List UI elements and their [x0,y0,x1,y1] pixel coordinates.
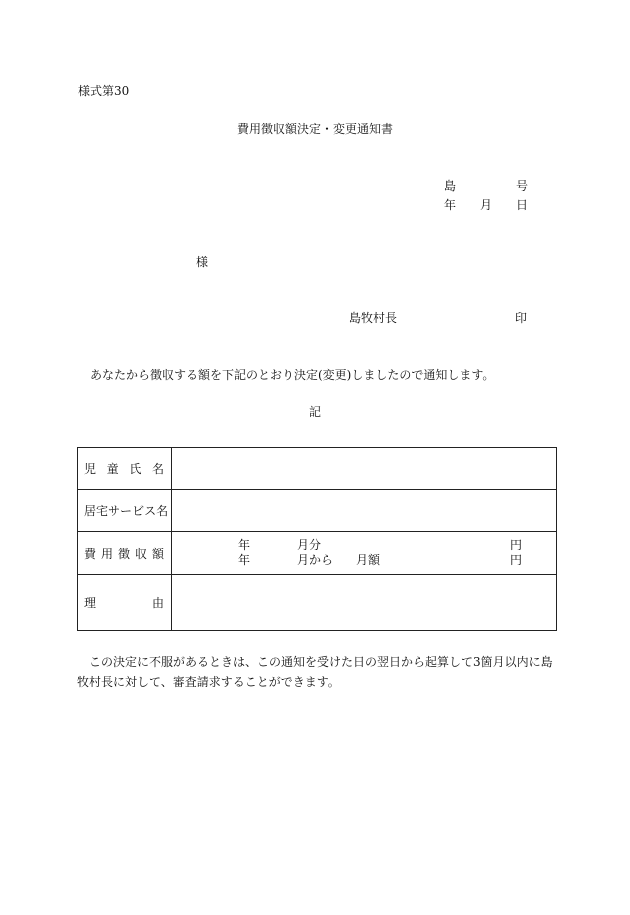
date-month-label: 月 [480,198,493,212]
ki-heading: 記 [308,405,321,419]
child-name-value [172,448,557,490]
table-row [78,448,557,490]
doc-number-prefix: 島 [444,179,457,193]
document-number-date-block [444,180,529,220]
service-name-label [78,490,172,532]
fee-month-from-label: 月から [297,553,334,567]
sender-name: 島牧村長 [349,311,398,325]
date-day-label: 日 [516,198,529,212]
document-title: 費用徴収額決定・変更通知書 [236,122,393,136]
date-year-label: 年 [444,198,457,212]
child-name-label [78,448,172,490]
service-name-value [172,490,557,532]
fee-line-monthly [172,539,556,553]
intro-text: あなたから徴収する額を下記のとおり決定(変更)しましたので通知します。 [90,368,495,382]
recipient-honorific: 様 [196,255,209,269]
fee-yen-label: 円 [510,538,523,552]
appeal-note-text: この決定に不服があるときは、この通知を受けた日の翌日から起算して3箇月以内に島牧村長に対して、審査請求することができます。 [77,655,553,689]
fee-line-from [172,554,556,568]
fee-amount-value [172,532,557,575]
fee-year-label: 年 [238,538,251,552]
fee-month-label: 月分 [297,538,322,552]
appeal-note [77,652,557,692]
child-name-label-text: 児 童 氏 名 [84,462,164,476]
fee-amount-label-text: 費 用 徴 収 額 [84,546,164,561]
fee-amount-label [78,532,172,575]
document-number-line [444,180,529,194]
reason-value [172,575,557,631]
doc-number-suffix: 号 [516,179,529,193]
issue-date-line [444,199,529,213]
form-number: 様式第30 [78,84,130,98]
service-name-label-text: 居 宅 サ ー ビ ス 名 [84,504,169,518]
fee-year-label: 年 [238,553,251,567]
seal-mark: 印 [515,311,528,325]
fee-monthly-amount-label: 月額 [356,553,381,567]
fee-table [77,447,557,631]
fee-yen-label: 円 [510,553,523,567]
table-row [78,490,557,532]
table-row [78,575,557,631]
reason-label-text: 理 由 [84,596,164,610]
reason-label [78,575,172,631]
table-row [78,532,557,575]
